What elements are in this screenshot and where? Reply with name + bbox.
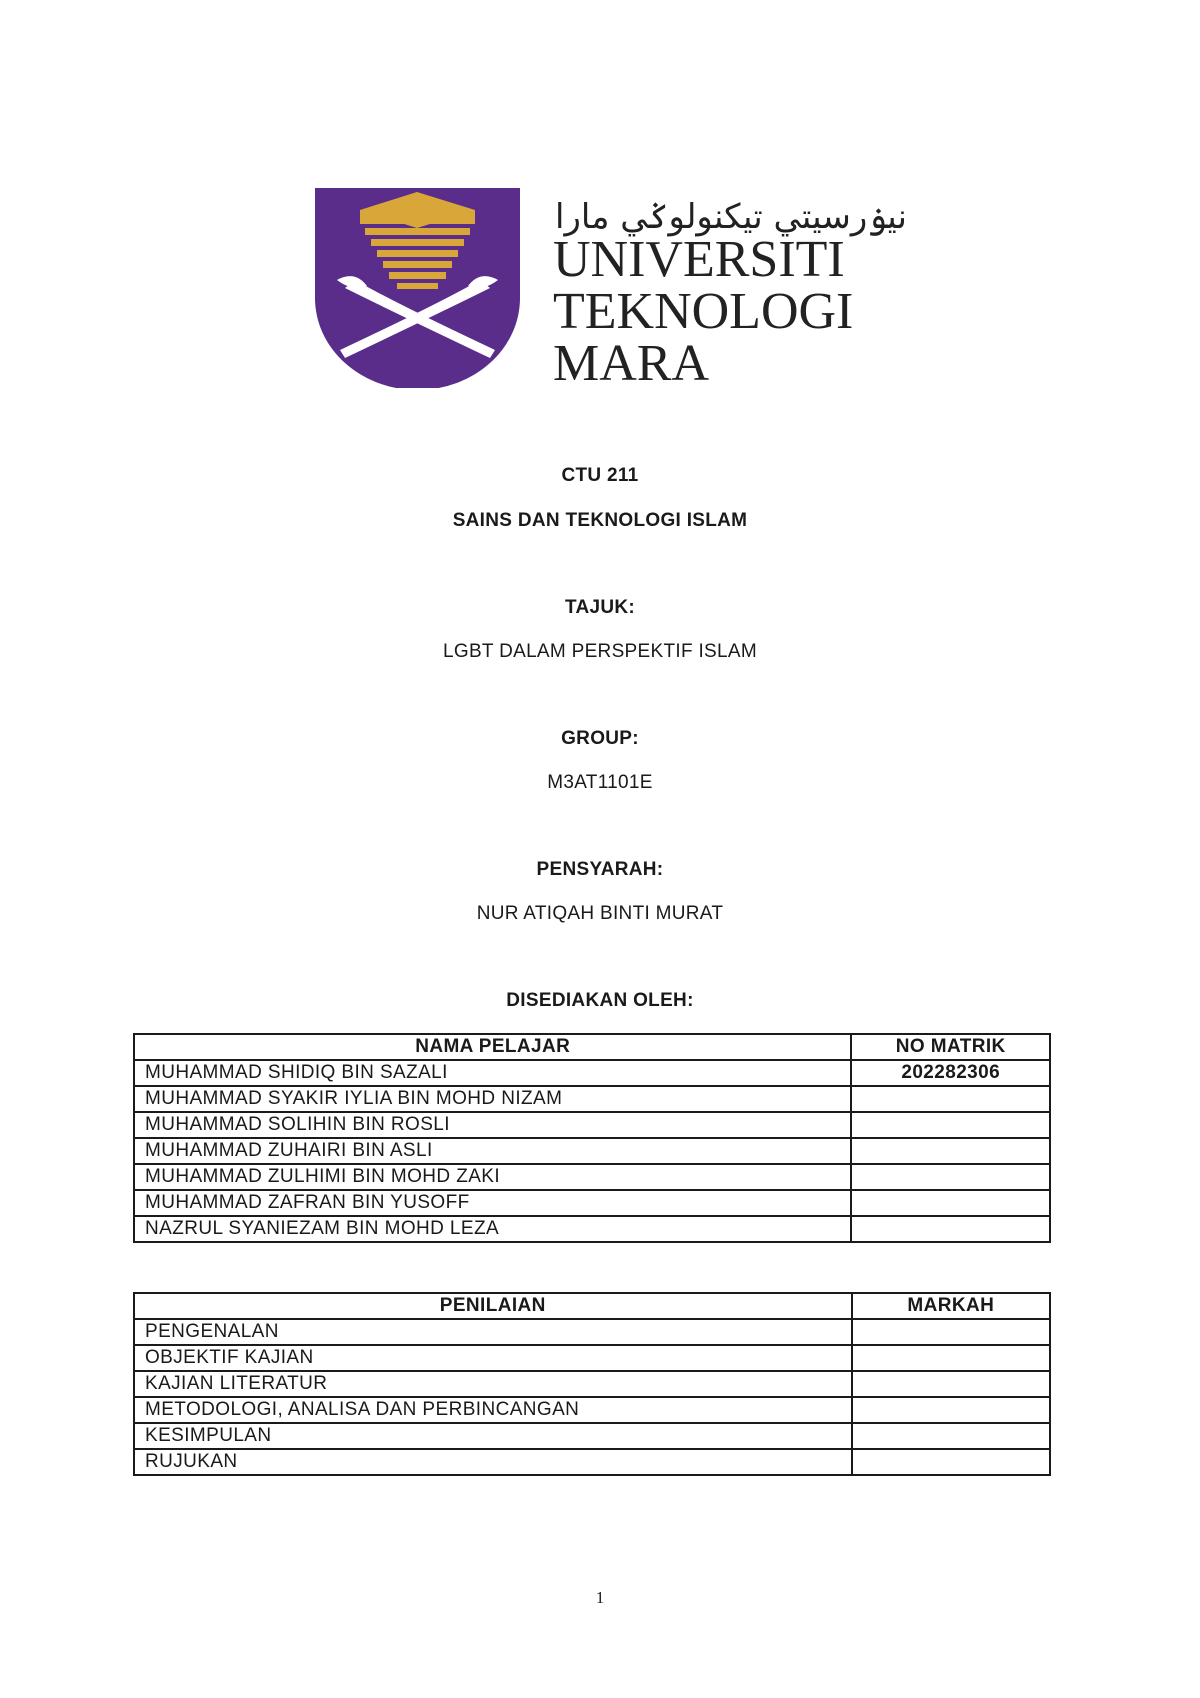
assessment-mark (852, 1449, 1050, 1475)
student-matrik (851, 1086, 1050, 1112)
student-name: MUHAMMAD SOLIHIN BIN ROSLI (134, 1112, 851, 1138)
header-penilaian: PENILAIAN (134, 1293, 852, 1319)
uitm-crest-icon (315, 188, 905, 388)
lecturer-value: NUR ATIQAH BINTI MURAT (476, 903, 724, 924)
course-code: CTU 211 (561, 465, 639, 486)
table-row (134, 1216, 1050, 1242)
header-nama-pelajar: NAMA PELAJAR (134, 1034, 851, 1060)
student-name: MUHAMMAD ZULHIMI BIN MOHD ZAKI (134, 1164, 851, 1190)
table-header-row (134, 1293, 1050, 1319)
students-table (133, 1033, 1051, 1243)
assessment-item: PENGENALAN (134, 1319, 852, 1345)
table-row (134, 1060, 1050, 1086)
student-name: MUHAMMAD SHIDIQ BIN SAZALI (134, 1060, 851, 1086)
assessment-item: OBJEKTIF KAJIAN (134, 1345, 852, 1371)
uitm-logo (315, 188, 905, 388)
assessment-item: RUJUKAN (134, 1449, 852, 1475)
assessment-mark (852, 1319, 1050, 1345)
table-row (134, 1190, 1050, 1216)
student-name: MUHAMMAD ZAFRAN BIN YUSOFF (134, 1190, 851, 1216)
assessment-mark (852, 1397, 1050, 1423)
assessment-mark (852, 1423, 1050, 1449)
svg-text:TEKNOLOGI: TEKNOLOGI (553, 283, 854, 340)
prepared-by-label: DISEDIAKAN OLEH: (506, 990, 694, 1011)
assessment-mark (852, 1345, 1050, 1371)
table-row (134, 1138, 1050, 1164)
lecturer-label: PENSYARAH: (536, 859, 664, 880)
svg-text:UNIVERSITI: UNIVERSITI (553, 231, 845, 288)
student-matrik: 202282306 (851, 1060, 1050, 1086)
assessment-mark (852, 1371, 1050, 1397)
assessment-item: METODOLOGI, ANALISA DAN PERBINCANGAN (134, 1397, 852, 1423)
student-matrik (851, 1164, 1050, 1190)
table-row (134, 1371, 1050, 1397)
student-matrik (851, 1138, 1050, 1164)
student-name: NAZRUL SYANIEZAM BIN MOHD LEZA (134, 1216, 851, 1242)
student-name: MUHAMMAD ZUHAIRI BIN ASLI (134, 1138, 851, 1164)
student-matrik (851, 1216, 1050, 1242)
course-name: SAINS DAN TEKNOLOGI ISLAM (452, 510, 748, 531)
table-row (134, 1112, 1050, 1138)
assessment-item: KAJIAN LITERATUR (134, 1371, 852, 1397)
svg-text:MARA: MARA (553, 335, 710, 388)
svg-text:اونيۏرسيتي تيكنولوݢي مارا: اونيۏرسيتي تيكنولوݢي مارا (555, 197, 905, 237)
table-row (134, 1423, 1050, 1449)
title-value: LGBT DALAM PERSPEKTIF ISLAM (443, 641, 757, 662)
group-label: GROUP: (561, 728, 639, 749)
table-row (134, 1449, 1050, 1475)
header-no-matrik: NO MATRIK (851, 1034, 1050, 1060)
table-row (134, 1086, 1050, 1112)
group-value: M3AT1101E (547, 772, 653, 793)
table-row (134, 1397, 1050, 1423)
student-matrik (851, 1190, 1050, 1216)
header-markah: MARKAH (852, 1293, 1050, 1319)
assessment-item: KESIMPULAN (134, 1423, 852, 1449)
student-name: MUHAMMAD SYAKIR IYLIA BIN MOHD NIZAM (134, 1086, 851, 1112)
assessment-table (133, 1292, 1051, 1476)
student-matrik (851, 1112, 1050, 1138)
page-number: 1 (595, 1588, 605, 1607)
title-label: TAJUK: (564, 597, 636, 618)
table-row (134, 1164, 1050, 1190)
table-row (134, 1345, 1050, 1371)
table-row (134, 1319, 1050, 1345)
table-header-row (134, 1034, 1050, 1060)
